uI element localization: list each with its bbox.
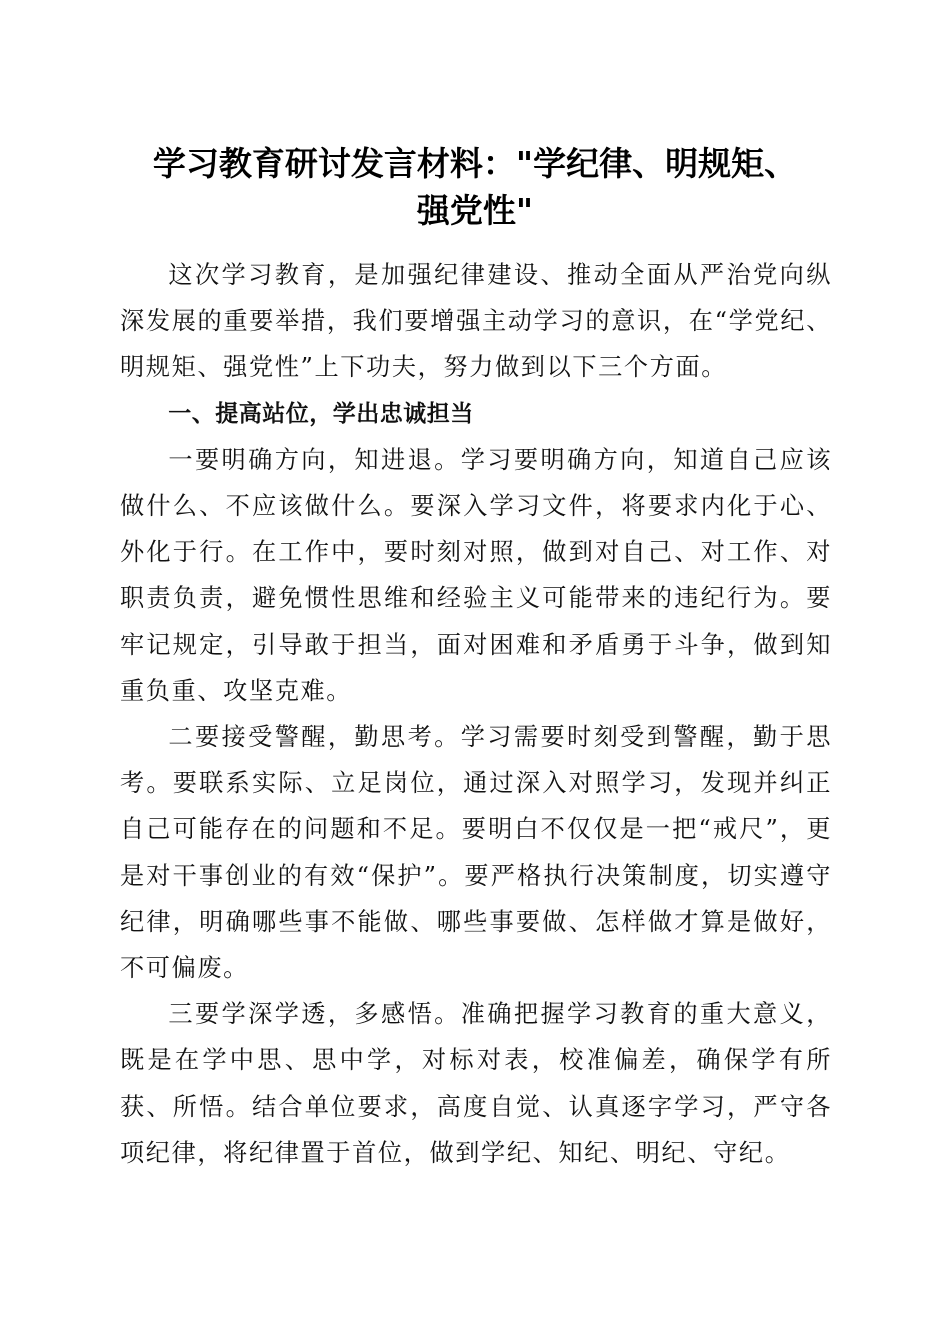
body-paragraph-2: 二要接受警醒，勤思考。学习需要时刻受到警醒，勤于思考。要联系实际、立足岗位，通过深入对照学习，发现并纠正自己可能存在的问题和不足。要明白不仅仅是一把“戒尺”，更是对干事创业的有效“保护”。要严格执行决策制度，切实遵守纪律，明确哪些事不能做、哪些事要做、怎样做才算是做好，不可偏废。 xyxy=(120,723,832,983)
document-body xyxy=(120,252,832,1176)
section-heading: 一、提高站位，学出忠诚担当 xyxy=(168,400,474,427)
body-paragraph-1: 一要明确方向，知进退。学习要明确方向，知道自己应该做什么、不应该做什么。要深入学习文件，将要求内化于心、外化于行。在工作中，要时刻对照，做到对自己、对工作、对职责负责，避免惯性思维和经验主义可能带来的违纪行为。要牢记规定，引导敢于担当，面对困难和矛盾勇于斗争，做到知重负重、攻坚克难。 xyxy=(120,445,832,705)
document-title-line-1: 学习教育研讨发言材料："学纪律、明规矩、 xyxy=(152,144,798,183)
document-title-line-2: 强党性" xyxy=(416,191,534,230)
body-paragraph-3: 三要学深学透，多感悟。准确把握学习教育的重大意义，既是在学中思、思中学，对标对表，校准偏差，确保学有所获、所悟。结合单位要求，高度自觉、认真逐字学习，严守各项纪律，将纪律置于首位，做到学纪、知纪、明纪、守纪。 xyxy=(120,1000,832,1167)
intro-paragraph: 这次学习教育，是加强纪律建设、推动全面从严治党向纵深发展的重要举措，我们要增强主动学习的意识，在“学党纪、明规矩、强党性”上下功夫，努力做到以下三个方面。 xyxy=(120,261,832,382)
